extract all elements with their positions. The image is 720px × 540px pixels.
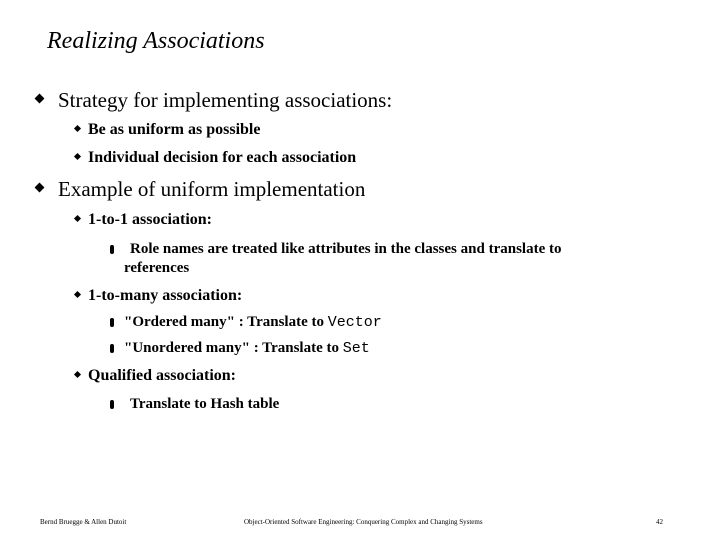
footer-authors: Bernd Bruegge & Allen Dutoit <box>40 518 127 526</box>
sub-bullet-individual <box>88 149 356 167</box>
sub-bullet-text: Individual decision for each association <box>88 149 357 166</box>
small-diamond-bullet-icon <box>74 125 81 132</box>
detail-text: "Ordered many" : Translate to <box>124 314 328 330</box>
sub-bullet-text: Qualified association: <box>88 367 237 384</box>
detail-unordered-many <box>124 339 370 358</box>
rounded-bar-bullet-icon <box>110 245 114 254</box>
diamond-bullet-icon <box>35 183 45 193</box>
sub-bullet-uniform <box>88 121 260 139</box>
rounded-bar-bullet-icon <box>110 400 114 409</box>
detail-text-line1: Role names are treated like attributes in the classes and translate to <box>130 241 562 257</box>
sub-bullet-text: Be as uniform as possible <box>88 121 261 138</box>
slide-title: Realizing Associations <box>47 28 265 54</box>
detail-hash-table <box>124 395 279 414</box>
footer-page-number: 42 <box>656 518 663 526</box>
detail-code: Vector <box>327 314 382 331</box>
sub-bullet-qualified <box>88 367 236 385</box>
sub-bullet-text: 1-to-many association: <box>88 287 243 304</box>
diamond-bullet-icon <box>35 94 45 104</box>
detail-role-names <box>124 240 561 278</box>
small-diamond-bullet-icon <box>74 215 81 222</box>
small-diamond-bullet-icon <box>74 371 81 378</box>
bullet-text: Strategy for implementing associations: <box>58 88 393 112</box>
footer-book-title: Object-Oriented Software Engineering: Conquering Complex and Changing Systems <box>244 518 483 526</box>
sub-bullet-one-to-one <box>88 211 212 229</box>
rounded-bar-bullet-icon <box>110 318 114 327</box>
rounded-bar-bullet-icon <box>110 344 114 353</box>
sub-bullet-one-to-many <box>88 287 242 305</box>
sub-bullet-text: 1-to-1 association: <box>88 211 212 228</box>
detail-code: Set <box>342 340 370 357</box>
small-diamond-bullet-icon <box>74 153 81 160</box>
detail-text: "Unordered many" : Translate to <box>124 340 343 356</box>
small-diamond-bullet-icon <box>74 291 81 298</box>
detail-ordered-many <box>124 313 382 332</box>
detail-text-line2: references <box>124 260 190 276</box>
bullet-text: Example of uniform implementation <box>58 177 366 201</box>
bullet-strategy <box>58 88 392 113</box>
bullet-example <box>58 177 365 202</box>
detail-text: Translate to Hash table <box>130 396 280 412</box>
